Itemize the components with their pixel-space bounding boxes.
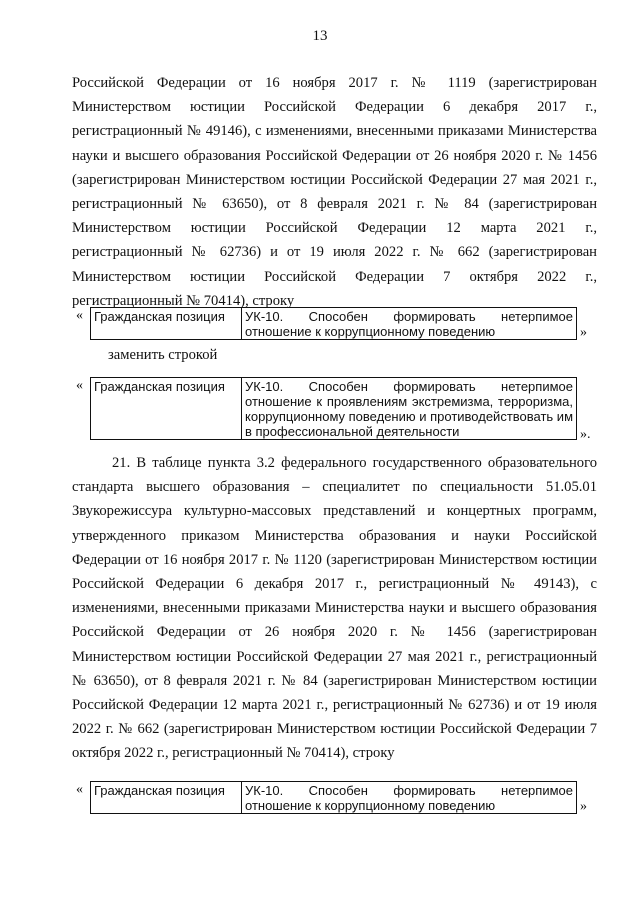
table-row <box>91 308 577 340</box>
page-number: 13 <box>312 28 328 44</box>
category-cell: Гражданская позиция <box>91 378 242 440</box>
competency-table <box>90 781 577 814</box>
competency-row-new <box>72 377 597 447</box>
category-cell: Гражданская позиция <box>91 308 242 340</box>
replace-instruction: заменить строкой <box>108 347 218 363</box>
table-row <box>91 378 577 440</box>
competency-table <box>90 377 577 440</box>
open-quote: « <box>76 782 83 797</box>
close-quote: ». <box>580 427 591 442</box>
close-quote: » <box>580 799 587 814</box>
category-cell: Гражданская позиция <box>91 782 242 814</box>
competency-table <box>90 307 577 340</box>
table-row <box>91 782 577 814</box>
paragraph-2: 21. В таблице пункта 3.2 федерального государственного образовательного стандарта высшего образования – специалитет по специальности 51.05.01 Звукорежиссура культурно-массовых представлений и концертных программ, утвержденного приказом Министерства образования и науки Российской Федерации от 16 ноября 2017 г. № 1120 (зарегистрирован Министерством юстиции Российской Федерации 6 декабря 2017 г., регистрационный № 49143), с изменениями, внесенными приказами Министерства науки и высшего образования Российской Федерации от 26 ноября 2020 г. № 1456 (зарегистрирован Министерством юстиции Российской Федерации 27 мая 2021 г., регистрационный № 63650), от 8 февраля 2021 г. № 84 (зарегистрирован Министерством юстиции Российской Федерации 12 марта 2021 г., регистрационный № 62736) и от 19 июля 2022 г. № 662 (зарегистрирован Министерством юстиции Российской Федерации 7 октября 2022 г., регистрационный № 70414), строку <box>72 455 597 762</box>
paragraph-1: Российской Федерации от 16 ноября 2017 г. № 1119 (зарегистрирован Министерством юстиции Российской Федерации 6 декабря 2017 г., регистрационный № 49146), с изменениями, внесенными приказами Министерства науки и высшего образования Российской Федерации от 26 ноября 2020 г. № 1456 (зарегистрирован Министерством юстиции Российской Федерации 27 мая 2021 г., регистрационный № 63650), от 8 февраля 2021 г. № 84 (зарегистрирован Министерством юстиции Российской Федерации 12 марта 2021 г., регистрационный № 62736) и от 19 июля 2022 г. № 662 (зарегистрирован Министерством юстиции Российской Федерации 7 октября 2022 г., регистрационный № 70414), строку <box>72 75 597 309</box>
close-quote: » <box>580 325 587 340</box>
open-quote: « <box>76 308 83 323</box>
competency-row-old-2 <box>72 781 597 821</box>
competency-cell: УК-10. Способен формировать нетерпимое отношение к коррупционному поведению <box>242 782 577 814</box>
open-quote: « <box>76 378 83 393</box>
competency-cell: УК-10. Способен формировать нетерпимое отношение к проявлениям экстремизма, терроризма, коррупционному поведению и противодействовать им в профессиональной деятельности <box>242 378 577 440</box>
competency-row-old-1 <box>72 307 597 347</box>
competency-cell: УК-10. Способен формировать нетерпимое отношение к коррупционному поведению <box>242 308 577 340</box>
